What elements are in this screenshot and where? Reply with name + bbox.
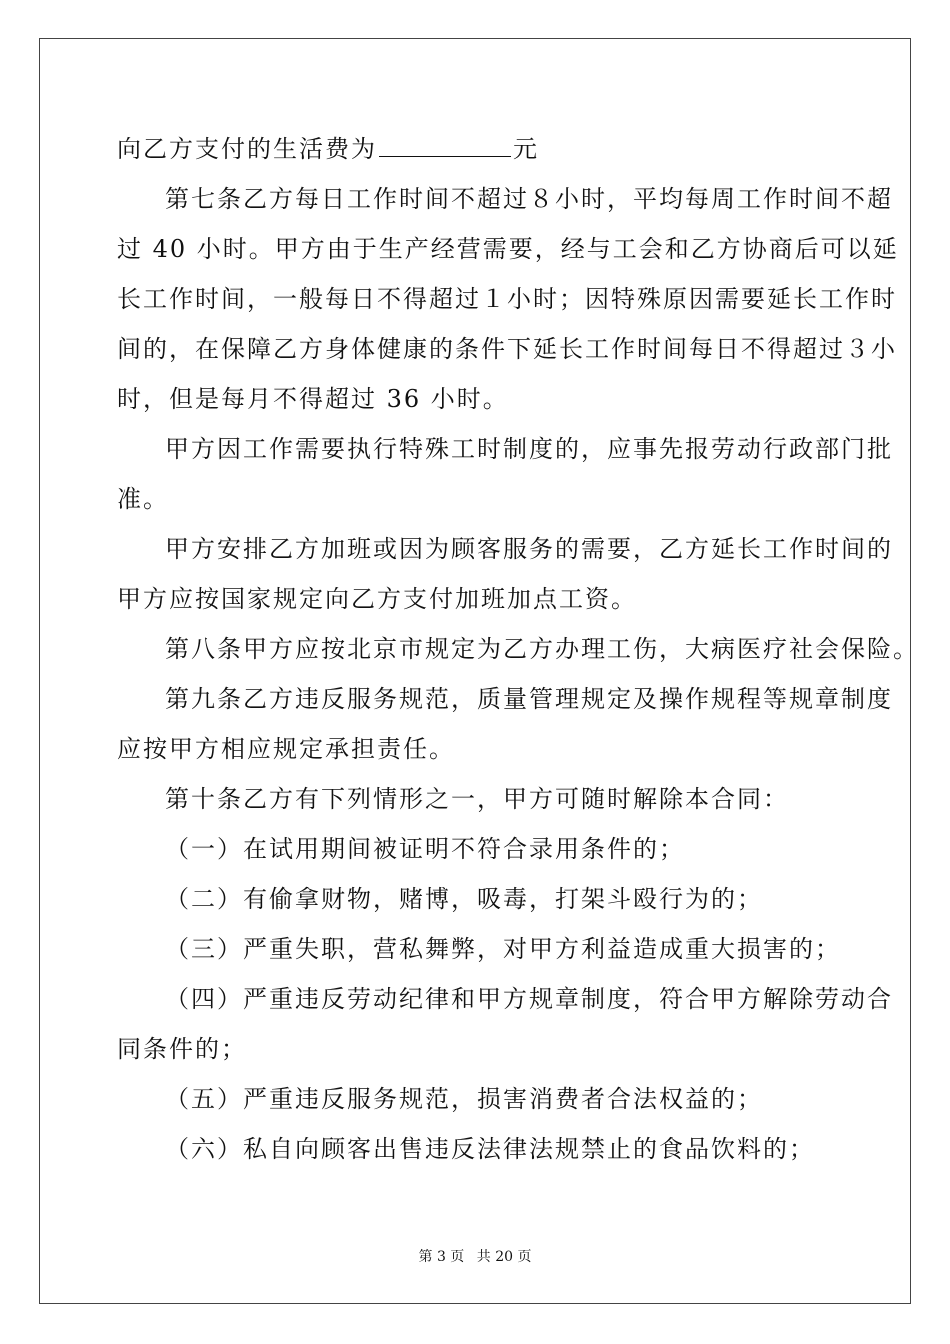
currency-unit: 元	[513, 135, 539, 163]
article-9-line-2: 应按甲方相应规定承担责任。	[117, 735, 455, 763]
overtime-line-1: 甲方安排乙方加班或因为顾客服务的需要，乙方延长工作时间的	[165, 535, 893, 563]
article-10-heading: 第十条乙方有下列情形之一，甲方可随时解除本合同：	[165, 785, 789, 813]
article-7-line-1: 第七条乙方每日工作时间不超过８小时，平均每周工作时间不超	[165, 185, 893, 213]
article-10-item-4-line-2: 同条件的；	[117, 1035, 247, 1063]
article-7-line-5: 时，但是每月不得超过 36 小时。	[117, 385, 509, 413]
special-hours-line-2: 准。	[117, 485, 169, 513]
article-10-item-2: （二）有偷拿财物，赌博，吸毒，打架斗殴行为的；	[165, 885, 763, 913]
article-10-item-6: （六）私自向顾客出售违反法律法规禁止的食品饮料的；	[165, 1135, 815, 1163]
article-10-item-1: （一）在试用期间被证明不符合录用条件的；	[165, 835, 685, 863]
special-hours-line-1: 甲方因工作需要执行特殊工时制度的，应事先报劳动行政部门批	[165, 435, 893, 463]
article-10-item-4-line-1: （四）严重违反劳动纪律和甲方规章制度，符合甲方解除劳动合	[165, 985, 893, 1013]
paragraph-line-living-expense	[117, 134, 539, 164]
article-9-line-1: 第九条乙方违反服务规范，质量管理规定及操作规程等规章制度	[165, 685, 893, 713]
living-expense-text: 向乙方支付的生活费为	[117, 135, 377, 163]
page-border	[39, 38, 911, 1304]
article-7-line-2: 过 40 小时。甲方由于生产经营需要，经与工会和乙方协商后可以延	[117, 235, 899, 263]
article-10-item-3: （三）严重失职，营私舞弊，对甲方利益造成重大损害的；	[165, 935, 841, 963]
article-8-line: 第八条甲方应按北京市规定为乙方办理工伤，大病医疗社会保险。	[165, 635, 919, 663]
article-7-line-3: 长工作时间，一般每日不得超过１小时；因特殊原因需要延长工作时	[117, 285, 897, 313]
article-7-line-4: 间的，在保障乙方身体健康的条件下延长工作时间每日不得超过３小	[117, 335, 897, 363]
article-10-item-5: （五）严重违反服务规范，损害消费者合法权益的；	[165, 1085, 763, 1113]
amount-blank-field[interactable]	[379, 136, 511, 157]
overtime-line-2: 甲方应按国家规定向乙方支付加班加点工资。	[117, 585, 637, 613]
page-footer	[0, 1246, 950, 1266]
page-number: 第 3 页	[418, 1249, 465, 1265]
page-total: 共 20 页	[476, 1249, 532, 1265]
